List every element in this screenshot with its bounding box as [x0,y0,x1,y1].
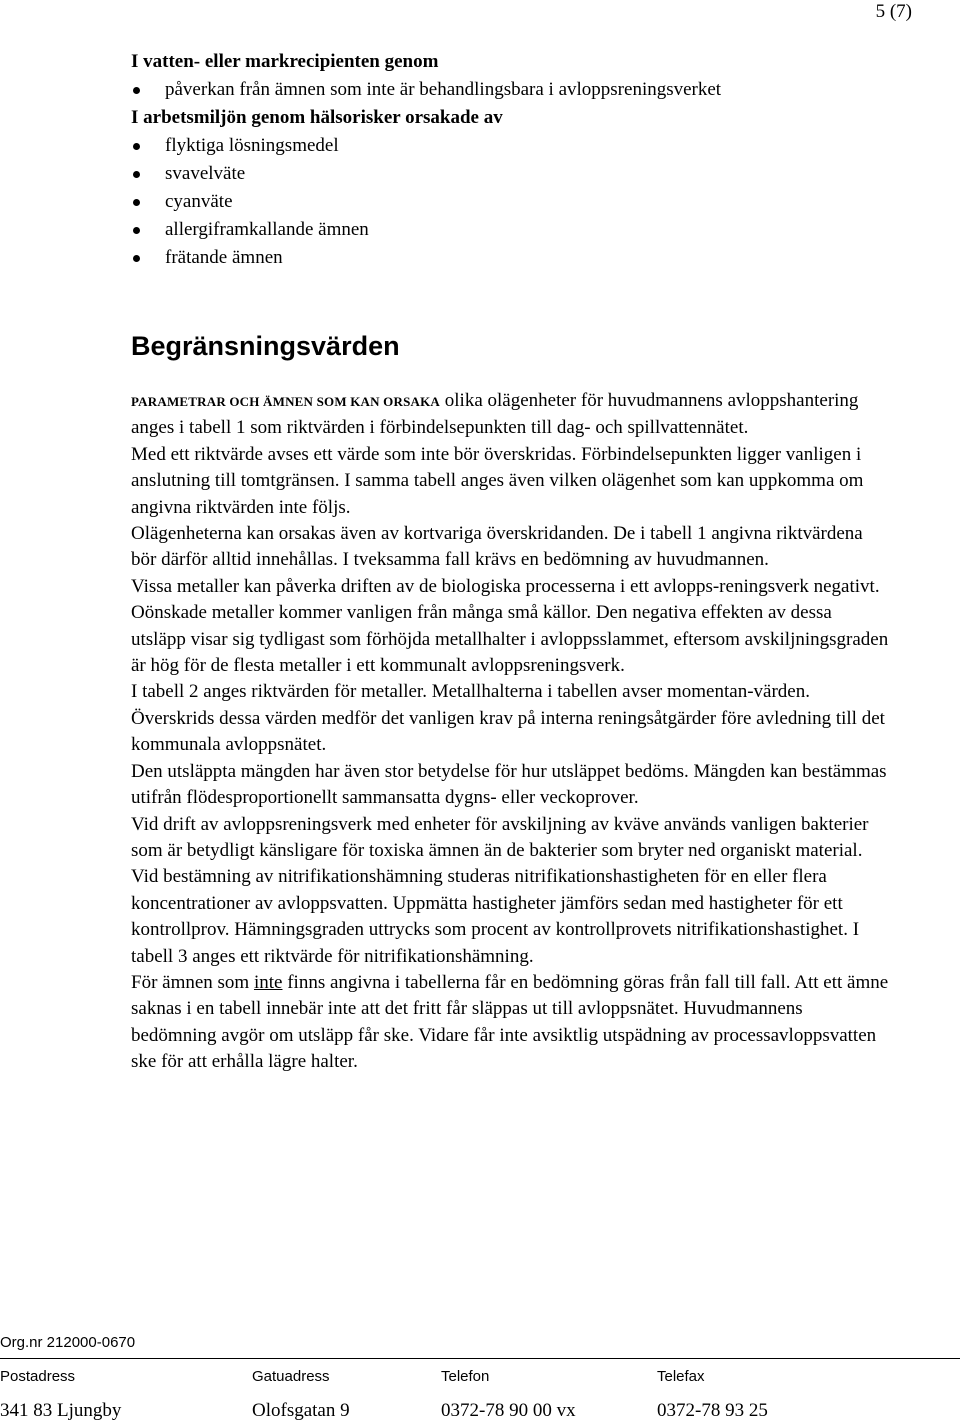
label-telefon: Telefon [441,1368,490,1385]
list-item: frätande ämnen [131,244,891,272]
value-postadress: 341 83 Ljungby [0,1400,122,1421]
paragraph-5: I tabell 2 anges riktvärden för metaller. Metallhalterna i tabellen avser momentan-värden. Överskrids dessa värden medför det vanligen krav på interna reningsåtgärder före avledning till det kommunala avloppsnätet. [131,681,885,756]
list-item: påverkan från ämnen som inte är behandlingsbara i avloppsreningsverket [131,76,891,104]
list-item: cyanväte [131,188,891,216]
value-telefon: 0372-78 90 00 vx [441,1400,576,1421]
intro-title-workplace: I arbetsmiljön genom hälsorisker orsakade av [131,107,503,128]
list-item: allergiframkallande ämnen [131,216,891,244]
org-number: Org.nr 212000-0670 [0,1334,136,1351]
paragraph-1-text: olika olägenheter för huvudmannens avloppshantering anges i tabell 1 som riktvärden i förbindelsepunkten till dag- och spillvattennätet. [131,390,859,439]
value-gatuadress: Olofsgatan 9 [252,1400,350,1421]
label-telefax: Telefax [657,1368,705,1385]
paragraph-8 [131,970,891,1076]
main-content [131,48,891,1076]
list-item: svavelväte [131,160,891,188]
section-heading: Begränsningsvärden [131,331,400,361]
value-telefax: 0372-78 93 25 [657,1400,768,1421]
bullet-list-water [131,76,891,104]
page-number: 5 (7) [875,1,912,22]
paragraph-7: Vid drift av avloppsreningsverk med enheter för avskiljning av kväve används vanligen bakterier som är betydligt känsligare för toxiska ämnen än de bakterier som bryter ned organiskt material. Vid bestämning av nitrifikationshämning studeras nitrifikationshastigheten för en eller flera koncentrationer av avloppsvatten. Uppmätta hastigheter jämförs sedan med hastigheter för ett kontrollprov. Hämningsgraden uttrycks som procent av kontrollprovets nitrifikationshastighet. I tabell 3 anges ett riktvärde för nitrifikationshämning. [131,813,869,967]
footer-divider [0,1358,960,1359]
intro-title-water: I vatten- eller markrecipienten genom [131,51,439,72]
label-postadress: Postadress [0,1368,76,1385]
paragraph-1 [131,388,891,442]
paragraph-3: Olägenheterna kan orsakas även av kortvariga överskridanden. De i tabell 1 angivna riktvärdena bör därför alltid innehållas. I tveksamma fall krävs en bedömning av huvudmannen. [131,523,863,571]
list-item: flyktiga lösningsmedel [131,132,891,160]
paragraph-6: Den utsläppta mängden har även stor betydelse för hur utsläppet bedöms. Mängden kan bestämmas utifrån flödesproportionellt sammansatta dygns- eller veckoprover. [131,760,887,809]
underlined-word: inte [253,971,283,993]
paragraph-8-end: finns angivna i tabellerna får en bedömning göras från fall till fall. Att ett ämne saknas i en tabell innebär inte att det fritt får släppas ut till avloppsnätet. Huvudmannens bedömning avgör om utsläpp får ske. Vidare får inte avsiktlig utspädning av processavloppsvatten ske för att erhålla lägre halter. [131,971,889,1073]
label-gatuadress: Gatuadress [252,1368,330,1385]
small-caps-lead: PARAMETRAR OCH ÄMNEN SOM KAN ORSAKA [131,394,441,409]
paragraph-4: Vissa metaller kan påverka driften av de biologiska processerna i ett avlopps-reningsverk negativt. Oönskade metaller kommer vanligen från många små källor. Den negativa effekten av dessa utsläpp visar sig tydligast som förhöjda metallhalter i avloppsslammet, eftersom avskiljningsgraden är hög för de flesta metaller i ett kommunalt avloppsreningsverk. [131,575,889,677]
paragraph-2: Med ett riktvärde avses ett värde som inte bör överskridas. Förbindelsepunkten ligger vanligen i anslutning till tomtgränsen. I samma tabell anges även vilken olägenhet som kan uppkomma om angivna riktvärden inte följs. [131,443,864,518]
paragraph-8-start: För ämnen som [131,971,254,993]
bullet-list-workplace [131,132,891,272]
